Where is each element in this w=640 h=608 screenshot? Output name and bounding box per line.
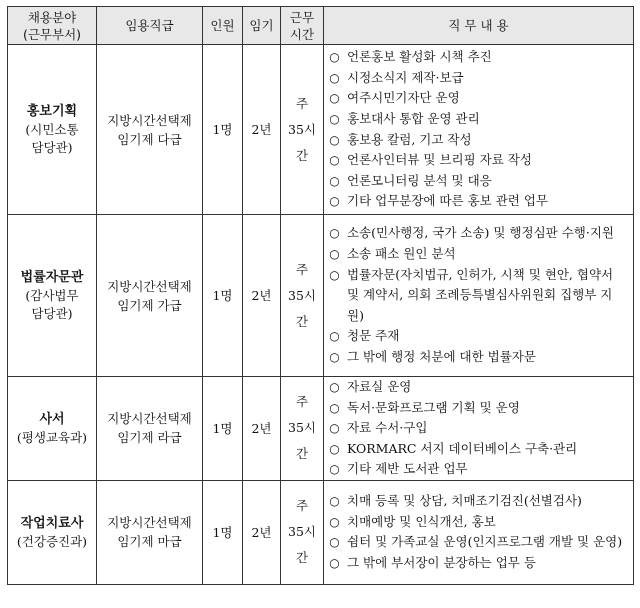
bullet-icon: ○ xyxy=(329,494,340,509)
duty-item xyxy=(328,223,629,244)
header-field: 채용분야 (근무부서) xyxy=(8,7,97,45)
bullet-icon: ○ xyxy=(329,173,340,188)
bullet-icon: ○ xyxy=(329,226,340,241)
department-name: (시민소통 xyxy=(25,122,79,137)
header-row xyxy=(8,7,634,45)
term-cell: 2년 xyxy=(243,480,281,584)
duty-item xyxy=(328,171,629,192)
bullet-icon: ○ xyxy=(329,535,340,550)
recruitment-table xyxy=(7,6,634,585)
bullet-icon: ○ xyxy=(329,441,340,456)
duty-item xyxy=(328,398,629,419)
table-row xyxy=(8,45,634,215)
duty-item xyxy=(328,459,629,480)
duty-item xyxy=(328,326,629,347)
category-name: 법률자문관 xyxy=(20,270,84,285)
duty-text: 소송 패소 원인 분석 xyxy=(347,246,456,262)
hours-cell: 주 35시 간 xyxy=(281,215,324,377)
duties-cell xyxy=(324,480,634,584)
headcount-cell: 1명 xyxy=(203,45,243,215)
field-cell xyxy=(8,377,97,481)
category-name: 사서 xyxy=(39,411,65,427)
bullet-icon: ○ xyxy=(329,400,340,415)
duty-item xyxy=(328,377,629,398)
position-type: 지방시간선택제 xyxy=(107,515,192,531)
department-name: (건강증진과) xyxy=(16,533,88,549)
duty-item xyxy=(328,150,629,171)
duty-text: 청문 주재 xyxy=(347,328,400,344)
bullet-icon: ○ xyxy=(329,462,340,477)
duty-text: 치매예방 및 인식개선, 홍보 xyxy=(347,513,496,529)
duty-text: 법률자문(자치법규, 인허가, 시책 및 현안, 협약서 및 계약서, 의회 조례등특별심사위원회 집행부 지원) xyxy=(347,266,614,323)
duty-text: 자료실 운영 xyxy=(347,379,412,394)
bullet-icon: ○ xyxy=(329,514,340,529)
position-grade: 임기제 다급 xyxy=(117,131,182,147)
duty-text: 시정소식지 제작·보급 xyxy=(347,69,464,85)
duties-list xyxy=(324,223,633,367)
duties-cell xyxy=(324,215,634,377)
duty-text: 그 밖에 부서장이 분장하는 업무 등 xyxy=(347,555,536,571)
hours-cell: 주 35시 간 xyxy=(281,45,324,215)
header-position: 임용직급 xyxy=(97,7,203,45)
position-type: 지방시간선택제 xyxy=(107,112,192,128)
headcount-cell: 1명 xyxy=(203,377,243,481)
duty-text: 치매 등록 및 상담, 치매조기검진(선별검사) xyxy=(347,493,582,509)
duty-text: 그 밖에 행정 처분에 대한 법률자문 xyxy=(347,348,536,364)
duty-item xyxy=(328,130,629,151)
duty-text: KORMARC 서지 데이터베이스 구축·관리 xyxy=(347,440,578,456)
bullet-icon: ○ xyxy=(329,153,340,168)
bullet-icon: ○ xyxy=(329,556,340,571)
duty-text: 독서·문화프로그램 기획 및 운영 xyxy=(347,399,520,415)
term-cell: 2년 xyxy=(243,377,281,481)
bullet-icon: ○ xyxy=(329,70,340,85)
duties-list xyxy=(324,377,633,480)
term-cell: 2년 xyxy=(243,45,281,215)
category-name: 홍보기획 xyxy=(26,104,78,119)
position-cell xyxy=(97,480,203,584)
duty-item xyxy=(328,553,629,574)
duty-item xyxy=(328,439,629,460)
duty-item xyxy=(328,47,629,68)
field-cell xyxy=(8,215,97,377)
duty-item xyxy=(328,532,629,553)
duties-list xyxy=(324,47,633,212)
header-duties: 직 무 내 용 xyxy=(324,7,634,45)
duty-text: 언론홍보 활성화 시책 추진 xyxy=(347,49,492,65)
bullet-icon: ○ xyxy=(329,50,340,65)
bullet-icon: ○ xyxy=(329,247,340,262)
table-row xyxy=(8,480,634,584)
duty-text: 기타 업무분장에 따른 홍보 관련 업무 xyxy=(347,193,548,209)
category-name: 작업치료사 xyxy=(20,515,84,531)
duty-item xyxy=(328,347,629,368)
header-hours: 근무 시간 xyxy=(281,7,324,45)
bullet-icon: ○ xyxy=(329,267,340,282)
duty-item xyxy=(328,244,629,265)
duty-item xyxy=(328,191,629,212)
bullet-icon: ○ xyxy=(329,194,340,209)
department-name: (평생교육과) xyxy=(16,429,88,445)
bullet-icon: ○ xyxy=(329,380,340,394)
duty-text: 언론모니터링 분석 및 대응 xyxy=(347,172,492,188)
position-type: 지방시간선택제 xyxy=(107,411,192,427)
duties-cell xyxy=(324,45,634,215)
position-grade: 임기제 가급 xyxy=(117,297,182,313)
bullet-icon: ○ xyxy=(329,91,340,106)
duty-text: 소송(민사행정, 국가 소송) 및 행정심판 수행·지원 xyxy=(347,225,614,241)
bullet-icon: ○ xyxy=(329,111,340,126)
hours-cell: 주 35시 간 xyxy=(281,377,324,481)
bullet-icon: ○ xyxy=(329,349,340,364)
bullet-icon: ○ xyxy=(329,132,340,147)
duty-item xyxy=(328,418,629,439)
position-type: 지방시간선택제 xyxy=(107,278,192,294)
position-cell xyxy=(97,377,203,481)
position-grade: 임기제 라급 xyxy=(117,430,182,446)
hours-cell: 주 35시 간 xyxy=(281,480,324,584)
duty-text: 자료 수서·구입 xyxy=(347,420,428,436)
duty-item xyxy=(328,68,629,89)
position-cell xyxy=(97,45,203,215)
duty-text: 여주시민기자단 운영 xyxy=(347,90,460,106)
department-name-cont: 담당관) xyxy=(31,140,73,155)
duties-list xyxy=(324,491,633,573)
duty-item xyxy=(328,109,629,130)
duty-item xyxy=(328,491,629,512)
duty-text: 홍보대사 통합 운영 관리 xyxy=(347,110,480,126)
duties-cell xyxy=(324,377,634,481)
department-name: (감사법무 xyxy=(25,288,79,303)
table-row xyxy=(8,215,634,377)
headcount-cell: 1명 xyxy=(203,215,243,377)
position-grade: 임기제 마급 xyxy=(117,534,182,550)
headcount-cell: 1명 xyxy=(203,480,243,584)
duty-item xyxy=(328,265,629,327)
duty-text: 쉼터 및 가족교실 운영(인지프로그램 개발 및 운영) xyxy=(347,534,623,550)
table-row xyxy=(8,377,634,481)
term-cell: 2년 xyxy=(243,215,281,377)
field-cell xyxy=(8,45,97,215)
header-headcount: 인원 xyxy=(203,7,243,45)
duty-item xyxy=(328,512,629,533)
field-cell xyxy=(8,480,97,584)
bullet-icon: ○ xyxy=(329,329,340,344)
department-name-cont: 담당관) xyxy=(31,306,73,321)
position-cell xyxy=(97,215,203,377)
duty-text: 기타 제반 도서관 업무 xyxy=(347,461,468,477)
bullet-icon: ○ xyxy=(329,421,340,436)
duty-text: 언론사인터뷰 및 브리핑 자료 작성 xyxy=(347,152,532,168)
duty-text: 홍보용 칼럼, 기고 작성 xyxy=(347,131,472,147)
duty-item xyxy=(328,88,629,109)
header-term: 임기 xyxy=(243,7,281,45)
